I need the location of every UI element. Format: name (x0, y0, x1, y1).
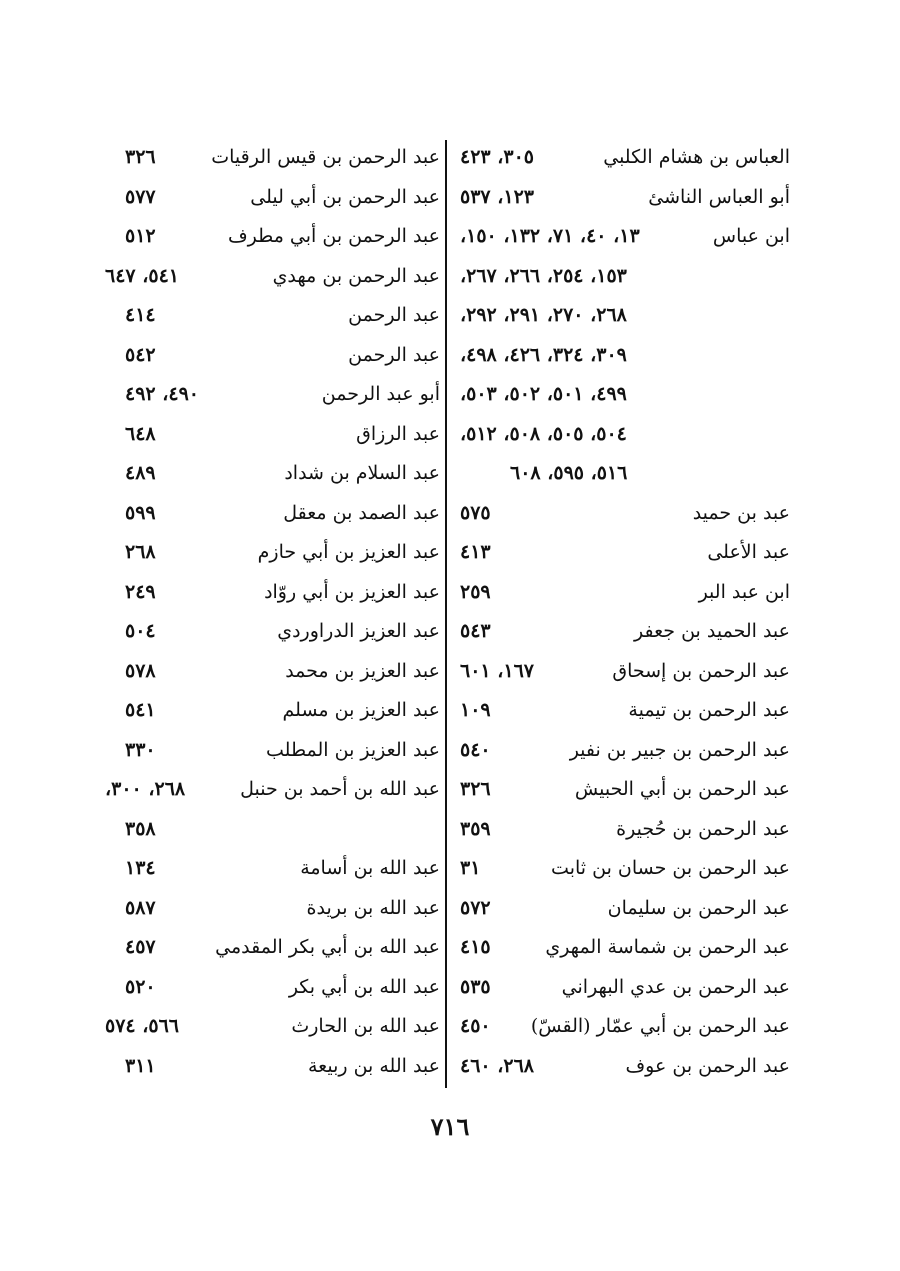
index-entry (455, 415, 790, 455)
entry-pages: ١٣٤ (125, 857, 156, 879)
entry-pages: ٢٦٨ (125, 541, 156, 563)
entry-pages: ٣٠٩، ٣٢٤، ٤٢٦، ٤٩٨، (460, 343, 627, 366)
entry-name: عبد الرحمن بن عوف (625, 1054, 790, 1077)
entry-name: عبد الحميد بن جعفر (634, 620, 790, 642)
entry-pages: ٣٢٦ (460, 778, 491, 800)
index-entry (105, 138, 440, 178)
index-entry (105, 889, 440, 929)
entry-name: عبد الرحمن بن أبي الحبيش (574, 778, 790, 800)
entry-name: عبد الرحمن بن تيمية (628, 699, 790, 721)
entry-pages: ٤٥٠ (460, 1015, 491, 1037)
entry-name: عبد الرحمن بن مهدي (272, 264, 440, 287)
index-entry (105, 849, 440, 889)
entry-pages: ٢٦٨، ٢٧٠، ٢٩١، ٢٩٢، (460, 304, 627, 326)
index-entry (105, 533, 440, 573)
entry-pages: ٣٢٦ (125, 146, 156, 168)
index-entry (105, 968, 440, 1008)
index-entry (105, 375, 440, 415)
index-entry (105, 573, 440, 613)
entry-name: عبد الرحمن بن عدي البهراني (561, 975, 790, 998)
index-entry (105, 731, 440, 771)
entry-name: عبد العزيز بن محمد (285, 659, 440, 682)
entry-name: عبد الرحمن بن حسان بن ثابت (551, 857, 790, 879)
index-entry (455, 1007, 790, 1047)
index-entry (455, 573, 790, 613)
entry-name: عبد الرحمن (348, 304, 440, 326)
entry-pages: ٣٠٥، ٤٢٣ (460, 146, 534, 168)
entry-pages: ٥٣٥ (460, 975, 491, 998)
entry-name: عبد الرحمن بن أبي عمّار (القسّ) (530, 1015, 790, 1037)
index-entry (455, 691, 790, 731)
entry-pages: ٢٦٨، ٤٦٠ (460, 1054, 534, 1077)
entry-pages: ٥١٦، ٥٩٥، ٦٠٨ (510, 462, 628, 484)
index-entry (455, 968, 790, 1008)
index-column-right (455, 138, 790, 1086)
entry-pages: ٢٥٩ (460, 580, 491, 603)
entry-name: العباس بن هشام الكلبي (603, 146, 790, 168)
entry-pages: ٥٢٠ (125, 975, 156, 998)
entry-name: عبد الأعلى (707, 541, 790, 563)
entry-pages: ٥٧٥ (460, 501, 491, 524)
entry-name: عبد العزيز بن المطلب (266, 738, 440, 761)
index-entry (105, 928, 440, 968)
index-entry (455, 217, 790, 257)
entry-name: عبد الصمد بن معقل (283, 501, 440, 524)
entry-name: عبد العزيز بن أبي حازم (257, 541, 440, 563)
entry-name: عبد الرحمن بن حُجيرة (616, 817, 790, 840)
entry-pages: ٥٧٧ (125, 185, 156, 208)
entry-pages: ١٣، ٤٠، ٧١، ١٣٢، ١٥٠، (460, 225, 640, 247)
index-entry (455, 770, 790, 810)
index-entry (105, 336, 440, 376)
index-entry (105, 691, 440, 731)
entry-name: عبد الله بن أسامة (300, 857, 440, 879)
entry-pages: ٥١٢ (125, 225, 156, 247)
entry-name: عبد السلام بن شداد (284, 462, 440, 484)
entry-pages: ١٢٣، ٥٣٧ (460, 185, 534, 208)
entry-pages: ٢٦٨، ٣٠٠، (105, 778, 186, 800)
entry-name: ابن عباس (712, 225, 790, 247)
entry-name: عبد العزيز الدراوردي (277, 620, 440, 642)
entry-name: أبو عبد الرحمن (321, 383, 440, 405)
index-entry (105, 652, 440, 692)
entry-pages: ٤٥٧ (125, 936, 156, 958)
index-entry (105, 1047, 440, 1087)
entry-pages: ٥٠٤، ٥٠٥، ٥٠٨، ٥١٢، (460, 422, 627, 445)
entry-name: ابن عبد البر (698, 580, 790, 603)
entry-pages: ٥٩٩ (125, 501, 156, 524)
entry-name: عبد الرحمن بن أبي ليلى (250, 185, 440, 208)
index-column-left (105, 138, 440, 1086)
index-entry (105, 217, 440, 257)
entry-pages: ٥٤٢ (125, 343, 156, 366)
entry-pages: ٥٧٨ (125, 659, 156, 682)
index-entry (455, 652, 790, 692)
index-entry (105, 494, 440, 534)
entry-pages: ٤٩٩، ٥٠١، ٥٠٢، ٥٠٣، (460, 383, 627, 405)
entry-name: عبد الرزاق (356, 422, 440, 445)
entry-name: عبد العزيز بن مسلم (282, 699, 440, 721)
index-entry (105, 415, 440, 455)
entry-pages: ٣٥٩ (460, 817, 491, 840)
entry-name: عبد الرحمن بن قيس الرقيات (211, 146, 440, 168)
entry-pages: ٤١٥ (460, 936, 491, 958)
entry-pages: ٢٤٩ (125, 580, 156, 603)
entry-pages: ٤١٤ (125, 304, 156, 326)
index-entry (455, 810, 790, 850)
entry-name: عبد العزيز بن أبي روّاد (264, 580, 440, 603)
entry-name: عبد الرحمن بن جبير بن نفير (569, 738, 790, 761)
index-entry (455, 257, 790, 297)
entry-name: عبد الله بن أبي بكر (288, 975, 440, 998)
index-entry (105, 454, 440, 494)
entry-pages: ٥٨٧ (125, 896, 156, 919)
entry-pages: ٥٤١، ٦٤٧ (105, 264, 179, 287)
entry-pages: ٣٥٨ (125, 817, 156, 840)
column-divider (445, 140, 447, 1088)
index-entry (455, 731, 790, 771)
index-entry (105, 770, 440, 810)
entry-pages: ٥٠٤ (125, 620, 156, 642)
entry-pages: ٦٤٨ (125, 422, 156, 445)
index-entry (455, 178, 790, 218)
index-entry (455, 375, 790, 415)
entry-pages: ٥٧٢ (460, 896, 491, 919)
entry-pages: ٥٤٣ (460, 620, 491, 642)
entry-name: عبد الرحمن (348, 343, 440, 366)
page-number: ٧١٦ (430, 1112, 470, 1141)
index-entry (105, 1007, 440, 1047)
entry-name: عبد بن حميد (692, 501, 790, 524)
entry-pages: ٣١ (460, 857, 481, 879)
entry-name: عبد الله بن بريدة (306, 896, 440, 919)
entry-pages: ٥٤١ (125, 699, 156, 721)
entry-name: عبد الرحمن بن سليمان (607, 896, 790, 919)
index-entry (455, 296, 790, 336)
index-entry (105, 178, 440, 218)
entry-name: عبد الله بن ربيعة (307, 1054, 440, 1077)
entry-pages: ٣٣٠ (125, 738, 156, 761)
index-entry (105, 810, 440, 850)
index-entry (455, 454, 790, 494)
entry-pages: ١٥٣، ٢٥٤، ٢٦٦، ٢٦٧، (460, 264, 627, 287)
index-entry (455, 1047, 790, 1087)
index-entry (105, 296, 440, 336)
entry-name: عبد الله بن أحمد بن حنبل (240, 778, 440, 800)
entry-pages: ٥٦٦، ٥٧٤ (105, 1015, 179, 1037)
entry-pages: ٤٨٩ (125, 462, 156, 484)
index-entry (105, 257, 440, 297)
index-entry (455, 849, 790, 889)
index-entry (105, 612, 440, 652)
entry-name: أبو العباس الناشئ (648, 185, 790, 208)
entry-name: عبد الرحمن بن شماسة المهري (545, 936, 790, 958)
index-entry (455, 612, 790, 652)
entry-name: عبد الرحمن بن أبي مطرف (227, 225, 440, 247)
entry-pages: ١٠٩ (460, 699, 491, 721)
index-entry (455, 336, 790, 376)
entry-pages: ٤٩٠، ٤٩٢ (125, 383, 199, 405)
index-entry (455, 928, 790, 968)
entry-pages: ٣١١ (125, 1054, 156, 1077)
entry-name: عبد الله بن الحارث (291, 1015, 440, 1037)
entry-name: عبد الله بن أبي بكر المقدمي (215, 936, 440, 958)
index-entry (455, 533, 790, 573)
index-entry (455, 494, 790, 534)
entry-name: عبد الرحمن بن إسحاق (612, 659, 790, 682)
entry-pages: ٥٤٠ (460, 738, 491, 761)
index-entry (455, 138, 790, 178)
entry-pages: ١٦٧، ٦٠١ (460, 659, 534, 682)
entry-pages: ٤١٣ (460, 541, 491, 563)
index-entry (455, 889, 790, 929)
